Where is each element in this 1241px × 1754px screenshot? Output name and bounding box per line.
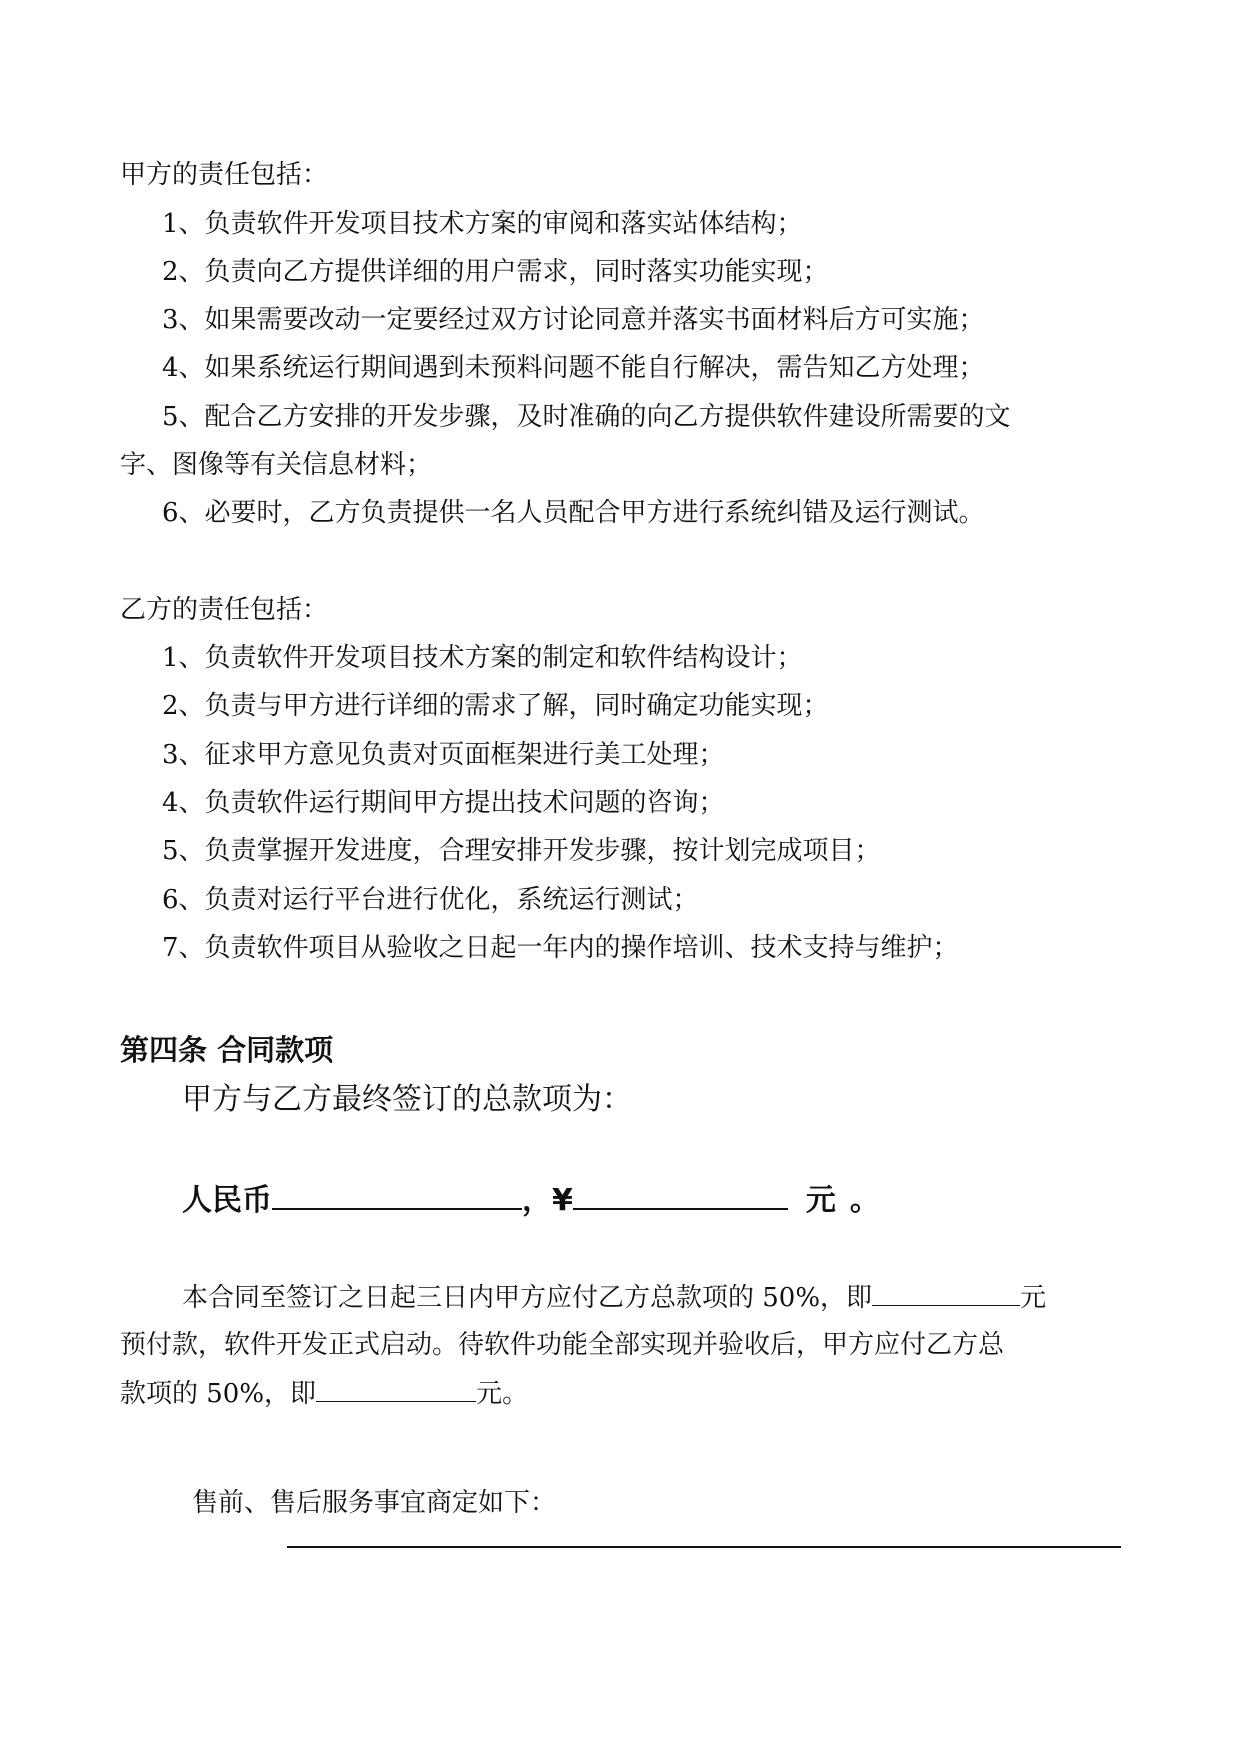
yuan-label: 元 — [805, 1183, 836, 1218]
party-b-item-2: 2、负责与甲方进行详细的需求了解，同时确定功能实现； — [162, 691, 829, 721]
party-b-item-3: 3、征求甲方意见负责对页面框架进行美工处理； — [162, 740, 725, 770]
service-label: 售前、售后服务事宜商定如下： — [192, 1488, 557, 1518]
yen-amount-blank[interactable] — [573, 1178, 788, 1210]
amount-line — [182, 1178, 880, 1219]
party-a-item-5-cont: 字、图像等有关信息材料； — [120, 450, 433, 480]
service-terms-blank[interactable] — [287, 1546, 1121, 1548]
party-a-item-2: 2、负责向乙方提供详细的用户需求，同时落实功能实现； — [162, 257, 829, 287]
amount-period: 。 — [849, 1183, 880, 1218]
payment-line-2: 预付款，软件开发正式启动。待软件功能全部实现并验收后，甲方应付乙方总 — [120, 1330, 1005, 1360]
party-b-item-7: 7、负责软件项目从验收之日起一年内的操作培训、技术支持与维护； — [162, 933, 959, 963]
article-intro: 甲方与乙方最终签订的总款项为： — [182, 1082, 632, 1117]
payment-line-3 — [120, 1375, 528, 1412]
party-b-item-4: 4、负责软件运行期间甲方提出技术问题的咨询； — [162, 788, 725, 818]
rmb-amount-blank[interactable] — [272, 1178, 522, 1210]
yen-label: ，¥ — [522, 1183, 573, 1218]
party-a-item-4: 4、如果系统运行期间遇到未预料问题不能自行解决，需告知乙方处理； — [162, 353, 985, 383]
party-a-item-6: 6、必要时，乙方负责提供一名人员配合甲方进行系统纠错及运行测试。 — [162, 498, 985, 528]
article-title: 第四条 合同款项 — [120, 1033, 334, 1067]
advance-amount-blank[interactable] — [872, 1279, 1020, 1306]
party-b-heading: 乙方的责任包括： — [120, 595, 329, 625]
payment-text-1a: 本合同至签订之日起三日内甲方应付乙方总款项的 50%，即 — [182, 1283, 873, 1313]
payment-text-3a: 款项的 50%，即 — [120, 1379, 317, 1409]
party-b-item-1: 1、负责软件开发项目技术方案的制定和软件结构设计； — [162, 643, 803, 673]
party-b-item-5: 5、负责掌握开发进度，合理安排开发步骤，按计划完成项目； — [162, 836, 881, 866]
final-amount-blank[interactable] — [316, 1375, 476, 1402]
party-a-heading: 甲方的责任包括： — [120, 160, 329, 190]
party-a-item-1: 1、负责软件开发项目技术方案的审阅和落实站体结构； — [162, 209, 803, 239]
rmb-label: 人民币 — [182, 1183, 272, 1218]
party-b-item-6: 6、负责对运行平台进行优化，系统运行测试； — [162, 885, 699, 915]
payment-text-1b: 元 — [1020, 1283, 1047, 1313]
payment-text-3b: 元。 — [476, 1379, 529, 1409]
party-a-item-3: 3、如果需要改动一定要经过双方讨论同意并落实书面材料后方可实施； — [162, 305, 985, 335]
payment-line-1 — [182, 1279, 1046, 1316]
party-a-item-5: 5、配合乙方安排的开发步骤，及时准确的向乙方提供软件建设所需要的文 — [162, 402, 1011, 432]
